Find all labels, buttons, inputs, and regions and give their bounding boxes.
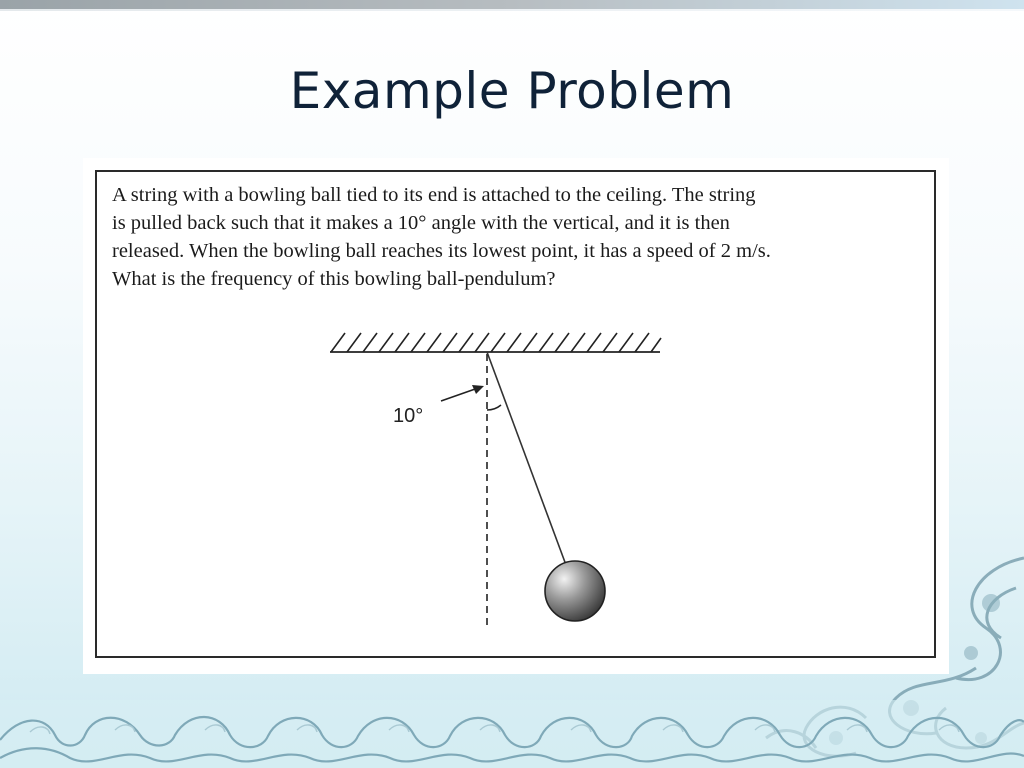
pendulum-string <box>487 352 566 565</box>
angle-arc <box>487 405 501 410</box>
ceiling <box>330 333 661 352</box>
problem-line-2: is pulled back such that it makes a 10° angle with the vertical, and it is then <box>112 212 730 234</box>
problem-line-3: released. When the bowling ball reaches its lowest point, it has a speed of 2 m/s. <box>112 240 771 262</box>
angle-arrow <box>441 385 484 401</box>
bowling-ball <box>545 561 605 621</box>
problem-line-1: A string with a bowling ball tied to its end is attached to the ceiling. The string <box>112 184 756 206</box>
problem-line-4: What is the frequency of this bowling ball-pendulum? <box>112 268 556 290</box>
ceiling-hatching <box>331 333 661 352</box>
angle-label: 10° <box>393 405 424 427</box>
slide-title: Example Problem <box>289 62 735 120</box>
wave-border-decoration <box>0 700 1024 768</box>
